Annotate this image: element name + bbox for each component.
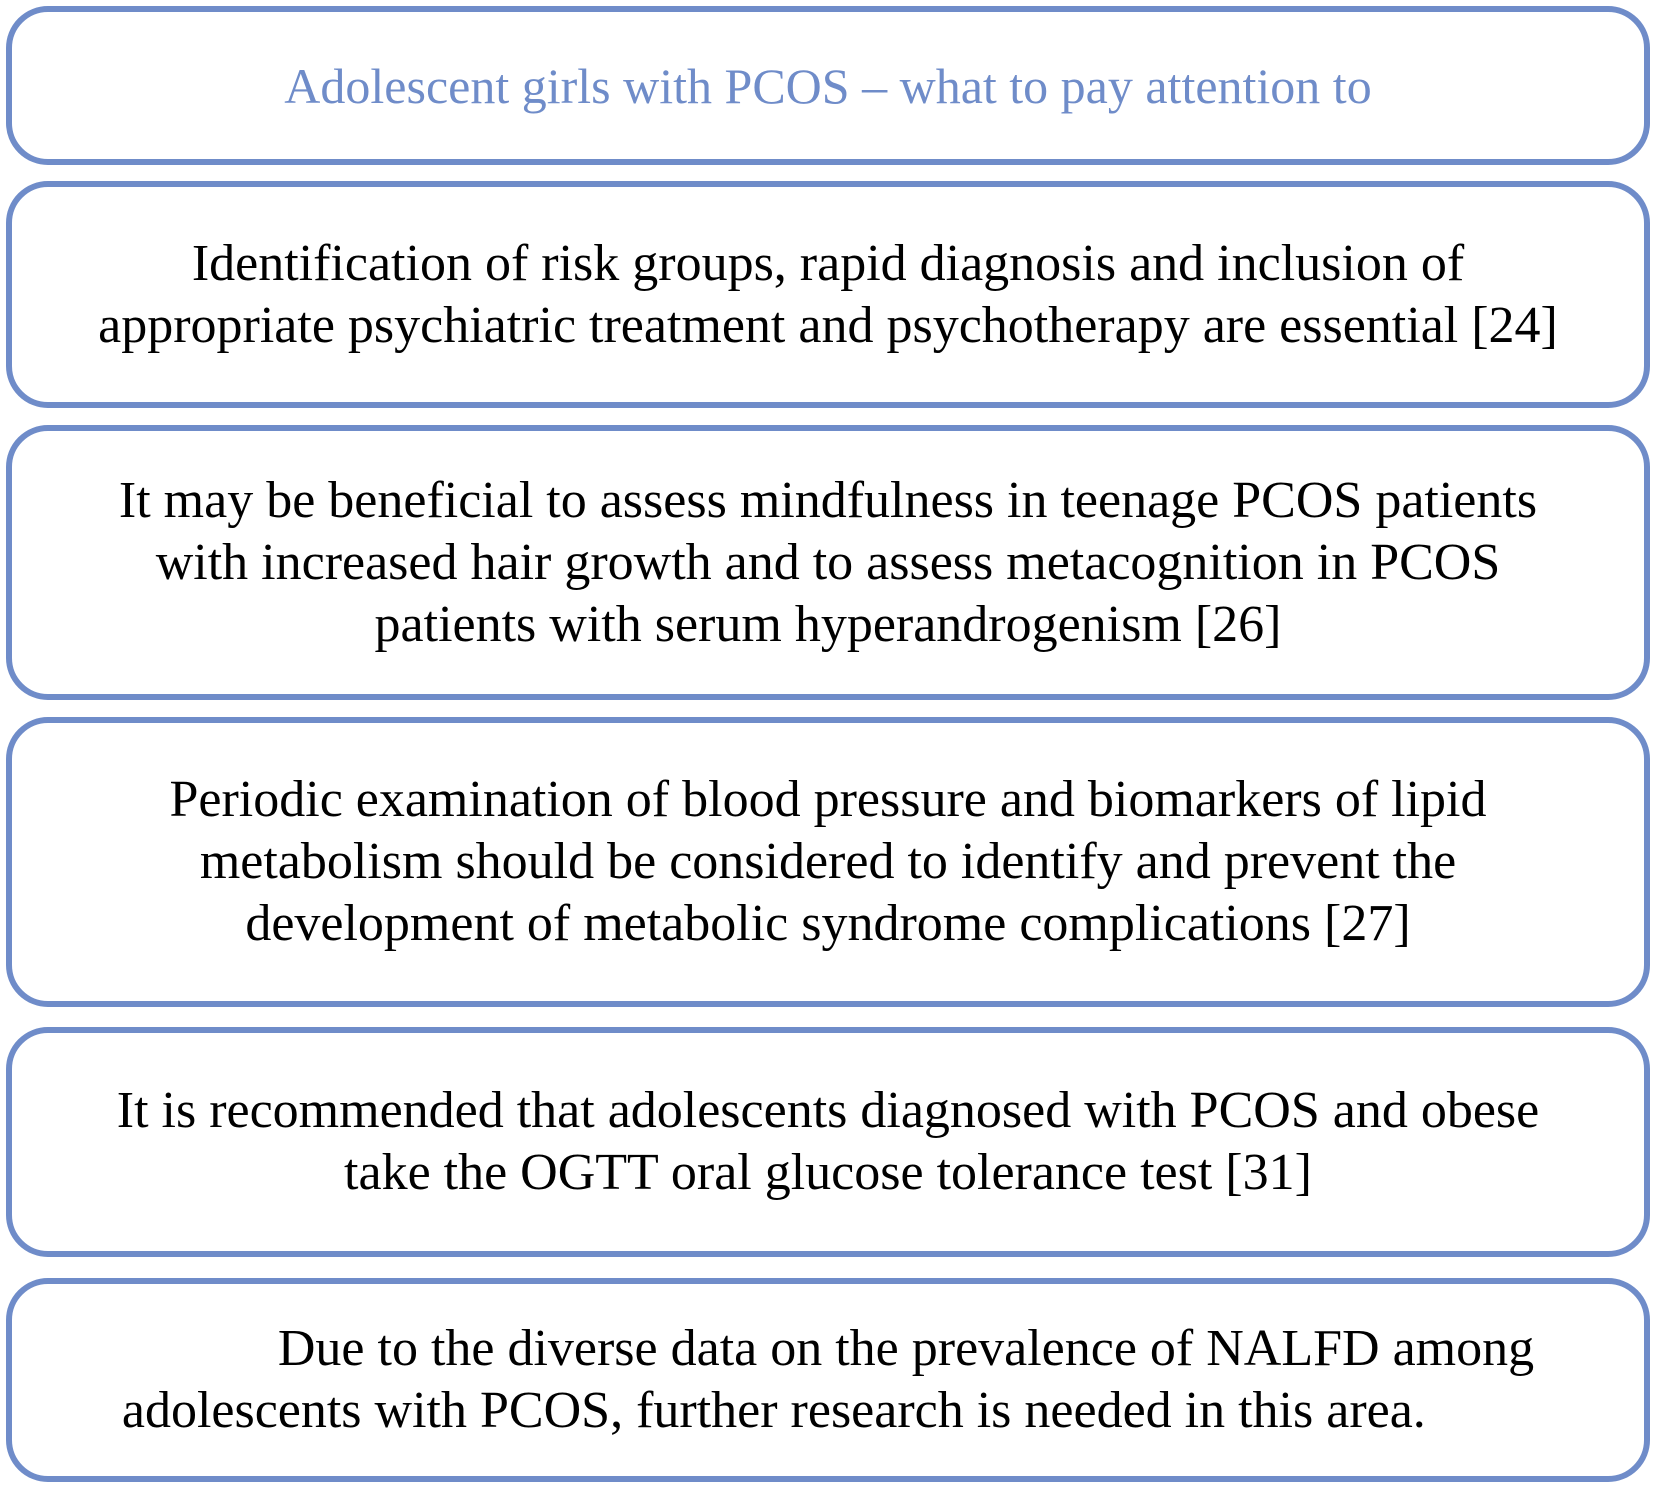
recommendation-text-2: It may be beneficial to assess mindfulness in teenage PCOS patients with increased hair growth and to assess metacognition in PCOS patients with serum hyperandrogenism [26] (118, 471, 1538, 653)
recommendation-box-1 (6, 181, 1650, 408)
recommendation-text-5: Due to the diverse data on the prevalence of NALFD among adolescents with PCOS, further research is needed in this area. (121, 1320, 1535, 1439)
title-box (6, 6, 1650, 165)
recommendation-box-5 (6, 1278, 1650, 1482)
recommendation-text-3: Periodic examination of blood pressure and biomarkers of lipid metabolism should be considered to identify and prevent the development of metabolic syndrome complications [27] (169, 771, 1487, 952)
recommendation-text-1: Identification of risk groups, rapid diagnosis and inclusion of appropriate psychiatric treatment and psychotherapy are essential [24] (98, 234, 1558, 354)
title-text: Adolescent girls with PCOS – what to pay attention to (284, 57, 1372, 114)
recommendation-box-3 (6, 717, 1650, 1007)
recommendation-box-2 (6, 425, 1650, 700)
recommendation-text-4: It is recommended that adolescents diagnosed with PCOS and obese take the OGTT oral glucose tolerance test [31] (116, 1082, 1540, 1201)
recommendation-box-4 (6, 1027, 1650, 1257)
